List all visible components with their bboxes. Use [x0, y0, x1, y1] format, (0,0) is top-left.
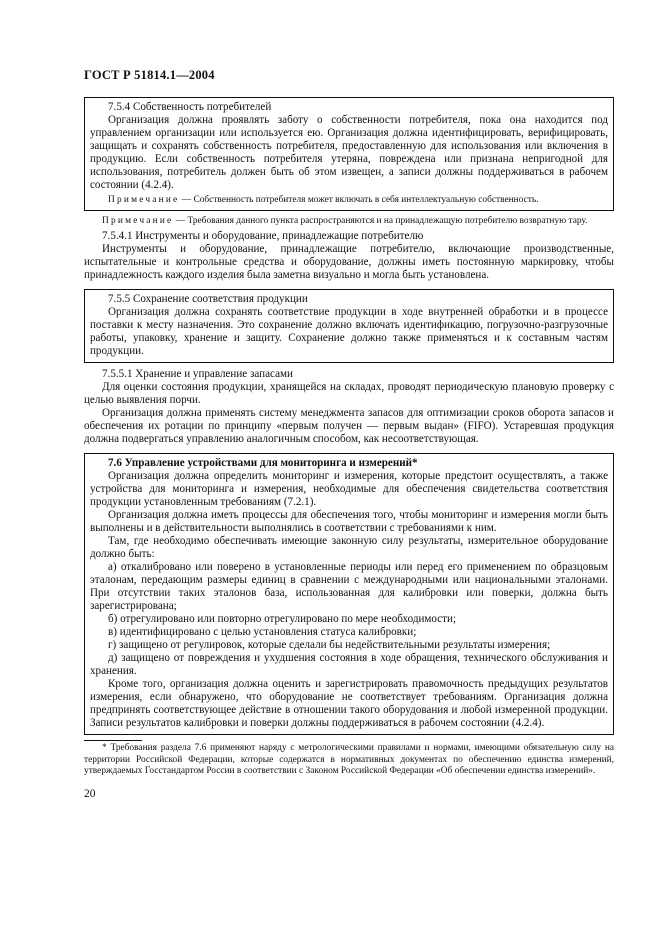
section-7-5-4-1-title: 7.5.4.1 Инструменты и оборудование, принадлежащие потребителю [102, 230, 424, 243]
section-7-6-paragraph-1: Организация должна определить мониторинг и измерения, которые предстоит осуществлять, а также устройства для мониторинга и измерения, необходимые для обеспечения свидетельства соответствия продукции установленным требованиям (7.2.1). [90, 470, 608, 509]
list-item: в) идентифицировано с целью установления статуса калибровки; [108, 626, 417, 639]
section-7-6-paragraph-3: Там, где необходимо обеспечивать имеющие законную силу результаты, измерительное оборудование должно быть: [90, 535, 608, 561]
box-section-7-6 [84, 453, 614, 735]
document-page [84, 68, 614, 800]
section-7-5-4-1-body: Инструменты и оборудование, принадлежащие потребителю, включающие производственные, испытательные и контрольные средства и оборудование, должны иметь постоянную маркировку, чтобы принадлежность каждого изделия была заметна визуально и могла быть установлена. [84, 243, 614, 282]
document-header: ГОСТ Р 51814.1—2004 [84, 68, 215, 82]
footnote-divider [84, 740, 142, 741]
footnote: * Требования раздела 7.6 применяют наряду с метрологическими правилами и нормами, имеющими обязательную силу на территории Российской Федерации, которые содержатся в нормативных документах по обеспечению единства измерений, утверждаемых Госстандартом России в соответствии с Законом Российской Федерации «Об обеспечении единства измерений». [84, 743, 614, 776]
list-item: б) отрегулировано или повторно отрегулировано по мере необходимости; [108, 613, 457, 626]
list-item: г) защищено от регулировок, которые сделали бы недействительными результаты измерения; [108, 639, 551, 652]
section-7-5-4-body: Организация должна проявлять заботу о собственности потребителя, пока она находится под управлением организации или используется ею. Организация должна идентифицировать, верифицировать, защищать и сохранять собственность потребителя, предоставленную для использования или включения в продукцию. Если собственность потребителя утеряна, повреждена или признана непригодной для использования, потребитель должен быть об этом извещен, а записи должны поддерживаться в рабочем состоянии (4.2.4). [90, 114, 608, 191]
page-number: 20 [84, 788, 96, 801]
section-7-5-5-1-paragraph-2: Организация должна применять систему менеджмента запасов для оптимизации сроков оборота запасов и обеспечения их ротации по принципу «первым получен — первым выдан» (FIFO). Устаревшая продукция должна подвергаться управлению аналогичным способом, как несоответствующая. [84, 407, 614, 446]
section-7-6-paragraph-4: Кроме того, организация должна оценить и зарегистрировать правомочность предыдущих результатов измерения, если обнаружено, что оборудование не соответствует требованиям. Организация должна предпринять соответствующее действие в отношении такого оборудования и любой измеренной продукции. Записи результатов калибровки и поверки должны поддерживаться в рабочем состоянии (4.2.4). [90, 678, 608, 730]
note-text: — Требования данного пункта распространяются и на принадлежащую потребителю возвратную тару. [173, 216, 588, 227]
section-7-6-title: 7.6 Управление устройствами для мониторинга и измерений* [108, 457, 418, 470]
box-section-7-5-4 [84, 97, 614, 211]
note-returnable-packaging [84, 216, 614, 227]
section-7-5-5-1-title: 7.5.5.1 Хранение и управление запасами [102, 368, 293, 381]
note-text: — Собственность потребителя может включать в себя интеллектуальную собственность. [179, 195, 539, 205]
note-label: Примечание [108, 195, 180, 205]
section-7-5-5-1-paragraph-1: Для оценки состояния продукции, хранящейся на складах, проводят периодическую плановую проверку с целью выявления порчи. [84, 381, 614, 407]
section-7-6-paragraph-2: Организация должна иметь процессы для обеспечения того, чтобы мониторинг и измерения могли быть выполнены и в действительности выполнялись в соответствии с требованиями к ним. [90, 509, 608, 535]
section-7-5-5-body: Организация должна сохранять соответствие продукции в ходе внутренней обработки и в процессе поставки к месту назначения. Это сохранение должно включать идентификацию, погрузочно-разгрузочные работы, упаковку, хранение и защиту. Сохранение должно также применяться и к составным частям продукции. [90, 306, 608, 358]
note-label: Примечание [102, 216, 174, 227]
list-item: д) защищено от повреждения и ухудшения состояния в ходе обращения, технического обслуживания и хранения. [90, 652, 608, 678]
section-7-5-4-note [90, 195, 608, 206]
section-7-5-4-title: 7.5.4 Собственность потребителей [108, 101, 272, 113]
box-section-7-5-5 [84, 289, 614, 363]
section-7-5-5-title: 7.5.5 Сохранение соответствия продукции [108, 293, 308, 306]
list-item: а) откалибровано или поверено в установленные периоды или перед его применением по образцовым эталонам, передающим размеры единиц в сравнении с международными или национальными эталонами. При отсутствии таких эталонов база, использованная для калибровки или поверки, должна быть зарегистрирована; [90, 561, 608, 613]
